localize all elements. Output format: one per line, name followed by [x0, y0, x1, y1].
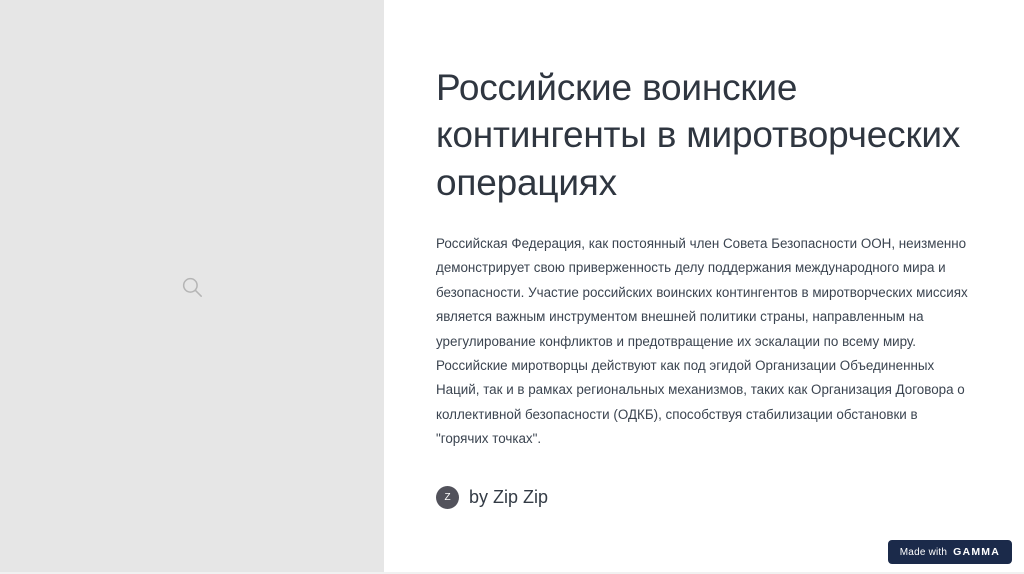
slide-image-panel[interactable]: [0, 0, 384, 574]
made-with-gamma-badge[interactable]: [888, 540, 1012, 564]
image-search-icon: [179, 274, 205, 300]
avatar: Z: [436, 486, 459, 509]
slide-content-panel: [384, 0, 1024, 574]
author-name: by Zip Zip: [469, 486, 549, 507]
page-title: Российские воинские контингенты в миротворческих операциях: [436, 67, 961, 203]
body-paragraph: Российская Федерация, как постоянный член Совета Безопасности ООН, неизменно демонстрирует свою приверженность делу поддержания международного мира и безопасности. Участие российских воинских контингентов в миротворческих миссиях является важным инструментом внешней политики страны, направленным на урегулирование конфликтов и предотвращение их эскалации по всему миру. Российские миротворцы действуют как под эгидой Организации Объединенных Наций, так и в рамках региональных механизмов, таких как Организация Договора о коллективной безопасности (ОДКБ), способствуя стабилизации обстановки в "горячих точках".: [436, 236, 968, 447]
made-with-label: Made with: [899, 546, 948, 558]
author-row: [436, 486, 968, 509]
gamma-brand-label: GAMMA: [953, 546, 1000, 558]
